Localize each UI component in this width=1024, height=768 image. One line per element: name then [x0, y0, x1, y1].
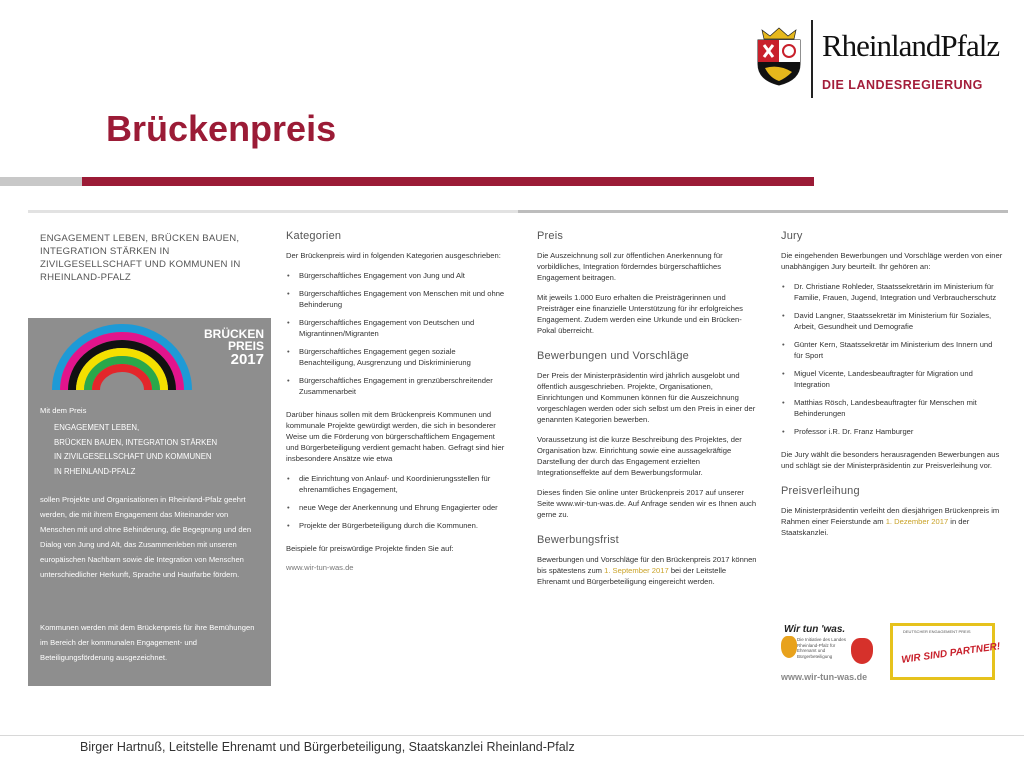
section-heading-categories: Kategorien	[286, 230, 342, 242]
prize-text-1: Die Auszeichnung soll zur öffentlichen Anerkennung für vorbildliches, Integration förderndes bürgerschaftliches Engagement beitragen.	[537, 251, 723, 282]
footer-divider	[0, 735, 1024, 736]
jury-intro: Die eingehenden Bewerbungen und Vorschläge werden von einer unabhängigen Jury beurteilt. Ihr gehören an:	[781, 251, 1003, 271]
award-text	[781, 505, 1003, 538]
examples-text: Beispiele für preiswürdige Projekte finden Sie auf:	[286, 544, 454, 553]
award-text-a: Die Ministerpräsidentin verleiht den diesjährigen Brückenpreis im Rahmen einer Feierstunde am	[781, 506, 1000, 526]
wtw-website-link[interactable]: www.wir-tun-was.de	[781, 672, 868, 682]
title-bar-grey	[0, 177, 82, 186]
red-hand-icon	[851, 638, 873, 664]
list-item: • Bürgerschaftliches Engagement von Menschen mit und ohne Behinderung	[286, 288, 508, 310]
deadline-text-a: Bewerbungen und Vorschläge für den Brückenpreis 2017 können bis spätestens zum	[537, 555, 757, 575]
award-text-b: in der Staatskanzlei.	[781, 517, 970, 537]
intro-body: sollen Projekte und Organisationen in Rheinland-Pfalz geehrt werden, die mit ihrem Engagement das Miteinander von Menschen mit und ohne Behinderung, die Begegnung und den Dialog von Jung und Alt, das Zusammenleben mit unseren europäischen Nachbarn sowie die Integration von Menschen unterschiedlicher Herkunft, Sprache und Hautfarbe fördern.	[40, 495, 252, 579]
list-item: • Professor i.R. Dr. Franz Hamburger	[781, 426, 1003, 437]
applications-text-2: Voraussetzung ist die kurze Beschreibung des Projektes, der Organisation bzw. Einrichtung sowie eine aussagekräftige Darstellung der durch das Engagement erzielten Integrationseffekte auf dem Bewerbungsformular.	[537, 435, 742, 477]
list-item: • David Langner, Staatssekretär im Ministerium für Soziales, Arbeit, Gesundheit und Demografie	[781, 310, 1003, 332]
footer-text: Birger Hartnuß, Leitstelle Ehrenamt und Bürgerbeteiligung, Staatskanzlei Rheinland-Pfalz	[80, 740, 575, 754]
section-heading-deadline: Bewerbungsfrist	[537, 534, 619, 546]
intro-body-communes: Kommunen werden mit dem Brückenpreis für ihre Bemühungen im Bereich der kommunalen Engagement- und Beteiligungsförderung ausgezeichnet.	[40, 623, 255, 662]
section-heading-award: Preisverleihung	[781, 485, 860, 497]
brueckenpreis-badge	[194, 328, 264, 368]
category-list	[286, 270, 508, 397]
website-link[interactable]: www.wir-tun-was.de	[286, 563, 354, 572]
intro-panel	[28, 318, 271, 686]
jury-list	[781, 281, 1003, 437]
rainbow-bridge-icon	[52, 320, 192, 400]
list-item: • Bürgerschaftliches Engagement in grenzüberschreitender Zusammenarbeit	[286, 375, 508, 397]
coat-of-arms-icon	[756, 26, 802, 86]
list-item: • Günter Kern, Staatssekretär im Ministerium des Innern und für Sport	[781, 339, 1003, 361]
intro-motto	[54, 421, 264, 479]
wtw-logo-subtext: Die Initiative des Landes Rheinland-Pfalz für Ehrenamt und Bürgerbeteiligung	[797, 637, 847, 659]
list-item: • Bürgerschaftliches Engagement von Jung und Alt	[286, 270, 508, 281]
partner-badge	[890, 623, 1001, 680]
deadline-date: 1. September 2017	[604, 566, 669, 575]
motto-line: IN RHEINLAND-PFALZ	[54, 466, 136, 476]
page-title: Brückenpreis	[106, 108, 337, 149]
jury-text: Die Jury wählt die besonders herausragenden Bewerbungen aus und schlägt sie der Ministerpräsidentin zur Preisverleihung vor.	[781, 450, 1000, 470]
logo-subtitle: DIE LANDESREGIERUNG	[822, 78, 983, 92]
deadline-text-b: bei der Leitstelle Ehrenamt und Bürgerbeteiligung eingereicht werden.	[537, 566, 727, 586]
intro-lead: Mit dem Preis	[40, 406, 87, 415]
flyer-column-prize	[537, 220, 759, 596]
list-item: • Miguel Vicente, Landesbeauftragter für Migration und Integration	[781, 368, 1003, 390]
categories-intro: Der Brückenpreis wird in folgenden Kategorien ausgeschrieben:	[286, 251, 501, 260]
section-heading-jury: Jury	[781, 230, 803, 242]
partner-badge-text: WIR SIND PARTNER!	[900, 641, 1001, 666]
list-item: • Bürgerschaftliches Engagement gegen soziale Benachteiligung, Ausgrenzung und Diskriminierung	[286, 346, 508, 368]
badge-line2: PREIS	[227, 339, 264, 353]
badge-line1: BRÜCKEN	[204, 327, 264, 341]
list-item: • Bürgerschaftliches Engagement von Deutschen und Migrantinnen/Migranten	[286, 317, 508, 339]
applications-text-3: Dieses finden Sie online unter Brückenpreis 2017 auf unserer Seite www.wir-tun-was.de. Auf Anfrage senden wir es Ihnen auch gerne zu.	[537, 488, 757, 519]
flyer-column-jury	[781, 220, 1003, 547]
deadline-text	[537, 554, 759, 587]
section-heading-prize: Preis	[537, 230, 564, 242]
list-item: • Matthias Rösch, Landesbeauftragter für Menschen mit Behinderungen	[781, 397, 1003, 419]
flyer-tagline: ENGAGEMENT LEBEN, BRÜCKEN BAUEN, INTEGRATION STÄRKEN IN ZIVILGESELLSCHAFT UND KOMMUNEN IN RHEINLAND-PFALZ	[40, 233, 241, 283]
flyer-topline-right	[518, 210, 1008, 213]
flyer	[28, 210, 1008, 688]
prize-text-2: Mit jeweils 1.000 Euro erhalten die Preisträgerinnen und Preisträger eine finanzielle Unterstützung für ihr erfolgreiches Engagement. Zudem werden eine Urkunde und ein Brücken-Pokal überreicht.	[537, 293, 743, 335]
logo-name: RheinlandPfalz	[822, 28, 1000, 63]
logo-divider	[811, 20, 813, 98]
motto-line: BRÜCKEN BAUEN, INTEGRATION STÄRKEN	[54, 437, 218, 447]
rlp-logo	[756, 20, 1006, 98]
list-item: • Projekte der Bürgerbeteiligung durch die Kommunen.	[286, 520, 508, 531]
title-bar-red	[82, 177, 814, 186]
wtw-logo-text: Wir tun 'was.	[784, 624, 846, 635]
wir-tun-was-logo	[781, 622, 879, 672]
list-item: • neue Wege der Anerkennung und Ehrung Engagierter oder	[286, 502, 508, 513]
yellow-hand-icon	[781, 636, 797, 658]
motto-line: ENGAGEMENT LEBEN,	[54, 423, 140, 432]
motto-line: IN ZIVILGESELLSCHAFT UND KOMMUNEN	[54, 452, 212, 461]
badge-year: 2017	[230, 351, 264, 368]
applications-text-1: Der Preis der Ministerpräsidentin wird jährlich ausgelobt und öffentlich ausgeschrieben. Projekte, Organisationen, Einrichtungen und Kommunen können für die Auszeichnung vorgeschlagen werden oder sich selbst um den Preis in einer der genannten Kategorien bewerben.	[537, 371, 756, 424]
partner-badge-top: DEUTSCHER ENGAGEMENT PREIS	[903, 629, 971, 634]
flyer-column-intro	[28, 220, 271, 686]
approach-list	[286, 473, 508, 531]
flyer-column-categories	[286, 220, 508, 572]
communes-text: Darüber hinaus sollen mit dem Brückenpreis Kommunen und kommunale Projekte gewürdigt werden, die sich in besonderer Weise um die Förderung von bürgerschaftlichem Engagement und Bürgerbeteiligung verdient gemacht haben. Gefragt sind hier insbesondere Ansätze wie etwa	[286, 410, 505, 463]
list-item: • Dr. Christiane Rohleder, Staatssekretärin im Ministerium für Familie, Frauen, Jugend, Integration und Verbraucherschutz	[781, 281, 1003, 303]
list-item: • die Einrichtung von Anlauf- und Koordinierungsstellen für ehrenamtliches Engagement,	[286, 473, 508, 495]
award-date: 1. Dezember 2017	[885, 517, 949, 526]
section-heading-applications: Bewerbungen und Vorschläge	[537, 350, 689, 362]
flyer-topline-left	[28, 210, 518, 213]
